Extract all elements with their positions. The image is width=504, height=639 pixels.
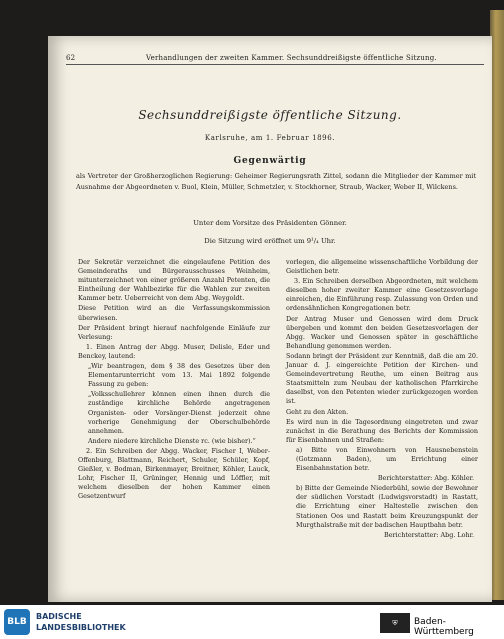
page-number: 62 [66, 54, 76, 62]
paragraph: 1. Einen Antrag der Abgg. Muser, Delisle, Eder und Benckey, lautend: [78, 342, 270, 360]
paragraph: Andere niedere kirchliche Dienste rc. (wie bisher).“ [88, 436, 256, 445]
paragraph: Der Sekretär verzeichnet die eingelaufene Petition des Gemeinderaths und Bürgerausschusses Weinheim, mitunterzeichnet von einer größeren Anzahl Petenten, die Eintheilung der Wahlbezirke für die Wahlen zur zweiten Kammer betr. Ueberreicht von dem Abg. Weygoldt. [78, 258, 270, 303]
present-heading: Gegenwärtig [233, 156, 307, 166]
coat-of-arms-icon: ⛨ [380, 613, 410, 633]
right-column [286, 258, 478, 541]
paragraph: Diese Petition wird an die Verfassungskommission überwiesen. [78, 304, 270, 322]
paragraph: Der Präsident bringt hierauf nachfolgende Einläufe zur Verlesung: [78, 323, 270, 341]
paragraph: 2. Ein Schreiben der Abgg. Wacker, Fischer I, Weber-Offenburg, Blattmann, Reichert, Schuler, Schüler, Kopf, Gießler, v. Bodman, Birkenmayer, Breitner, Köhler, Lauck, Lohr, Fischer II, Grüninger, Hennig und Löffler, mit welchem dieselben der hohen Kammer einen Gesetzentwurf [78, 446, 270, 501]
paragraph: b) Bitte der Gemeinde Niederbühl, sowie der Bewohner der südlichen Vorstadt (Ludwigsvorstadt) in Rastatt, die Errichtung einer Haltestelle zwischen den Stationen Oos und Rastatt beim Kreuzungspunkt der Murgthalstraße mit der badischen Hauptbahn betr. [296, 484, 478, 529]
library-name-line1: BADISCHE [36, 612, 82, 621]
book-edge [490, 10, 504, 600]
chair-line: Unter dem Vorsitze des Präsidenten Gönner. [193, 219, 347, 227]
paragraph: Der Antrag Muser und Genossen wird dem Druck übergeben und kommt den beiden Gesetzesvorlagen der Abgg. Wacker und Genossen später in geschäftliche Behandlung genommen werden. [286, 314, 478, 350]
state-name: Baden-Württemberg [414, 617, 474, 637]
paragraph: a) Bitte von Einwohnern von Hausnebenstein (Gotzmann Baden), um Errichtung einer Eisenbahnstation betr. [296, 445, 478, 473]
paragraph: „Wir beantragen, dem § 38 des Gesetzes über den Elementarunterricht vom 13. Mai 1892 folgende Fassung zu geben: [88, 362, 270, 389]
session-date: Karlsruhe, am 1. Februar 1896. [204, 134, 336, 142]
paragraph: Geht zu den Akten. [286, 407, 349, 416]
session-title: Sechsunddreißigste öffentliche Sitzung. [138, 108, 402, 122]
paragraph: „Volksschullehrer können einen ihnen durch die zuständige kirchliche Behörde angetragenen Organisten- oder Vorsänger-Dienst jederzeit ohne vorherige Genehmigung der Oberschulbehörde annehmen. [88, 390, 270, 435]
library-name[interactable] [36, 611, 126, 633]
paragraph: Es wird nun in die Tagesordnung eingetreten und zwar zunächst in die Berathung des Berichts der Kommission für Eisenbahnen und Straßen: [286, 417, 478, 444]
rapporteur-line: Berichterstatter: Abg. Köhler. [377, 474, 474, 483]
opening-line: Die Sitzung wird eröffnet um 9¹/₄ Uhr. [204, 237, 336, 245]
paragraph: 3. Ein Schreiben derselben Abgeordneten, mit welchem dieselben hoher zweiter Kammer eine Gesetzesvorlage einreichen, die Einführung resp. Zulassung von Orden und ordensähnlichen Kongregationen betr. [286, 277, 478, 313]
paragraph: Sodann bringt der Präsident zur Kenntniß, daß die am 20. Januar d. J. eingereichte Petition der Kirchen- und Gemeindevertretung Reuthe, um einen Beitrag aus Staatsmitteln zum Neubau der katholischen Pfarrkirche daselbst, von den Petenten wieder zurückgezogen worden ist. [286, 351, 478, 406]
head-rule [66, 64, 484, 65]
library-logo[interactable]: BLB [4, 609, 30, 635]
running-head-text: Verhandlungen der zweiten Kammer. Sechsunddreißigste öffentliche Sitzung. [146, 54, 437, 62]
document-page [48, 36, 492, 602]
left-column [78, 258, 270, 502]
state-logo[interactable] [380, 613, 500, 637]
attendance-paragraph: als Vertreter der Großherzoglichen Regierung: Geheimer Regierungsrath Zittel, sodann die Mitglieder der Kammer mit Ausnahme der Abgeordneten v. Buol, Klein, Müller, Schmetzler, v. Stockhorner, Straub, Wacker, Weber II, Wilckens. [76, 172, 476, 191]
paragraph: vorlegen, die allgemeine wissenschaftliche Vorbildung der Geistlichen betr. [286, 258, 478, 276]
library-name-line2: LANDESBIBLIOTHEK [36, 623, 126, 632]
rapporteur-line: Berichterstatter: Abg. Lohr. [384, 530, 474, 539]
